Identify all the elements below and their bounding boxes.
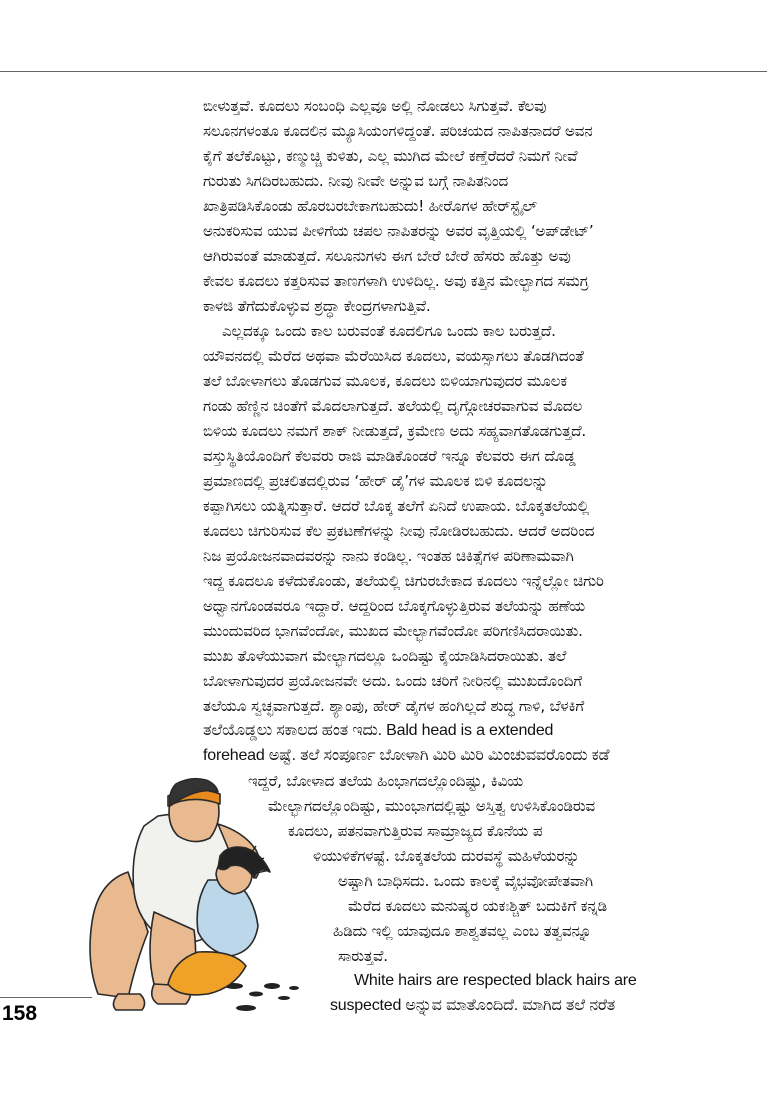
text-line: ಮೇಲ್ಭಾಗದಲ್ಲೊಂದಿಷ್ಟು, ಮುಂಭಾಗದಲ್ಲಿಷ್ಟು ಅಸ್ತಿತ್ವ ಉಳಿಸಿಕೊಂಡಿರುವ [268,797,596,815]
text-line: ಕೂದಲು ಚಿಗುರಿಸುವ ಕೆಲ ಪ್ರಕಟಣೆಗಳನ್ನು ನೀವು ನೋಡಿರಬಹುದು. ಆದರೆ ಅದರಿಂದ [203,522,595,540]
text-line: ಕಾಳಜಿ ತೆಗೆದುಕೊಳ್ಳುವ ಶ್ರದ್ಧಾ ಕೇಂದ್ರಗಳಾಗುತ್ತಿವೆ. [203,297,431,315]
text-line: ಎಲ್ಲದಕ್ಕೂ ಒಂದು ಕಾಲ ಬರುವಂತೆ ಕೂದಲಿಗೂ ಒಂದು ಕಾಲ ಬರುತ್ತದೆ. [222,322,556,340]
hair-clippings-icon [225,983,299,1011]
text-line: ಇದ್ದರೆ, ಬೋಳಾದ ತಲೆಯ ಹಿಂಭಾಗದಲ್ಲೊಂದಿಷ್ಟು, ಕಿವಿಯ [248,772,524,790]
barber-cutting-hair-illustration [58,762,320,1020]
text-line: ಗಂಡು ಹೆಣ್ಣಿನ ಚಿಂತೆಗೆ ಮೊದಲಾಗುತ್ತದೆ. ತಲೆಯಲ್ಲಿ ದೃಗ್ಗೋಚರವಾಗುವ ಮೊದಲ [203,397,583,415]
text-line: ಮೆರೆದ ಕೂದಲು ಮನುಷ್ಯರ ಯಕಃಶ್ಚಿತ್ ಬದುಕಿಗೆ ಕನ್ನಡಿ [348,897,608,915]
text-line: ಆಗಿರುವಂತೆ ಮಾಡುತ್ತದೆ. ಸಲೂನುಗಳು ಈಗ ಬೇರೆ ಬೇರೆ ಹೆಸರು ಹೊತ್ತು ಅವು [203,247,571,265]
text-line: ಕೂದಲು, ಪತನವಾಗುತ್ತಿರುವ ಸಾಮ್ರಾಜ್ಯದ ಕೊನೆಯ ಪ [288,822,543,840]
text-line: ಸಾರುತ್ತವೆ. [338,947,388,965]
text-line: ಇದ್ದ ಕೂದಲೂ ಕಳೆದುಕೊಂಡು, ತಲೆಯಲ್ಲಿ ಚಿಗುರಬೇಕಾದ ಕೂದಲು ಇನ್ನೆಲ್ಲೋ ಚಿಗುರಿ [203,572,604,590]
text-line: ಗುರುತು ಸಿಗದಿರಬಹುದು. ನೀವು ನೀವೇ ಅನ್ನುವ ಬಗ್ಗೆ ನಾಪಿತನಿಂದ [203,172,509,190]
text-line: ಬೋಳಾಗುವುದರ ಪ್ರಯೋಜನವೇ ಅದು. ಒಂದು ಚರಿಗೆ ನೀರಿನಲ್ಲಿ ಮುಖದೊಂದಿಗೆ [203,672,582,690]
text-line: ಅಷ್ಟಾಗಿ ಬಾಧಿಸದು. ಒಂದು ಕಾಲಕ್ಕೆ ವೈಭವೋಪೇತವಾಗಿ [338,872,594,890]
text-line: ಹಿಡಿದು ಇಲ್ಲಿ ಯಾವುದೂ ಶಾಶ್ವತವಲ್ಲ ಎಂಬ ತತ್ವವನ್ನೂ [333,922,592,940]
page-number: 158 [2,1002,38,1025]
text-line: ಕೈಗೆ ತಲೆಕೊಟ್ಟು, ಕಣ್ಮುಚ್ಚಿ ಕುಳಿತು, ಎಲ್ಲ ಮುಗಿದ ಮೇಲೆ ಕಣ್ತೆರೆದರೆ ನಿಮಗೆ ನೀವೆ [203,147,578,165]
text-line: ಮುಂದುವರಿದ ಭಾಗವೆಂದೋ, ಮುಖದ ಮೇಲ್ಭಾಗವೆಂದೋ ಪರಿಗಣಿಸಿದರಾಯಿತು. [203,622,583,640]
text-line: White hairs are respected black hairs are [354,972,637,989]
text-line: ಅನುಕರಿಸುವ ಯುವ ಪೀಳಿಗೆಯ ಚಪಲ ನಾಪಿತರನ್ನು ಅವರ ವೃತ್ತಿಯಲ್ಲಿ ‘ಅಪ್‌ಡೇಟ್’ [203,222,594,240]
text-line: ವಸ್ತುಸ್ಥಿತಿಯೊಂದಿಗೆ ಕೆಲವರು ರಾಜಿ ಮಾಡಿಕೊಂಡರೆ ಇನ್ನೂ ಕೆಲವರು ಈಗ ದೊಡ್ಡ [203,447,576,465]
text-line: ಪ್ರಮಾಣದಲ್ಲಿ ಪ್ರಚಲಿತದಲ್ಲಿರುವ ‘ಹೇರ್ ಡೈ’ಗಳ ಮೂಲಕ ಬಿಳಿ ಕೂದಲನ್ನು [203,472,548,490]
text-line: suspected ಅನ್ನುವ ಮಾತೊಂದಿದೆ. ಮಾಗಿದ ತಲೆ ನರೆತ [330,997,616,1014]
text-line: ಯೌವನದಲ್ಲಿ ಮೆರೆದ ಅಥವಾ ಮೆರೆಯಿಸಿದ ಕೂದಲು, ವಯಸ್ಸಾಗಲು ತೊಡಗಿದಂತೆ [203,347,584,365]
text-line: ಬೀಳುತ್ತವೆ. ಕೂದಲು ಸಂಬಂಧಿ ಎಲ್ಲವೂ ಅಲ್ಲಿ ನೋಡಲು ಸಿಗುತ್ತವೆ. ಕೆಲವು [203,97,547,115]
text-line: ತಲೆಯೂ ಸ್ವಚ್ಛವಾಗುತ್ತದೆ. ಶ್ಯಾಂಪು, ಹೇರ್ ಡೈಗಳ ಹಂಗಿಲ್ಲದೆ ಶುದ್ಧ ಗಾಳಿ, ಬೆಳಕಿಗೆ [203,697,584,715]
text-line: ಳಿಯುಳಿಕೆಗಳಷ್ಟೆ. ಬೊಕ್ಕತಲೆಯ ದುರವಸ್ಥೆ ಮಹಿಳೆಯರನ್ನು [313,847,580,865]
text-line: ಖಾತ್ರಿಪಡಿಸಿಕೊಂಡು ಹೊರಬರಬೇಕಾಗಬಹುದು! ಹೀರೊಗಳ ಹೇರ್‌ಸ್ಟೈಲ್ [203,197,537,215]
text-line: ಕಪ್ಪಾಗಿಸಲು ಯತ್ನಿಸುತ್ತಾರೆ. ಆದರೆ ಬೊಕ್ಕ ತಲೆಗೆ ಏನಿದೆ ಉಪಾಯ. ಬೊಕ್ಕತಲೆಯಲ್ಲಿ [203,497,589,515]
text-line: ನಿಜ ಪ್ರಯೋಜನವಾದವರನ್ನು ನಾನು ಕಂಡಿಲ್ಲ. ಇಂತಹ ಚಿಕಿತ್ಸೆಗಳ ಪರಿಣಾಮವಾಗಿ [203,547,574,565]
footer-rule [0,997,92,998]
text-line: ಅಧ್ವಾನಗೊಂಡವರೂ ಇದ್ದಾರೆ. ಆದ್ದರಿಂದ ಬೊಕ್ಕಗೊಳ್ಳುತ್ತಿರುವ ತಲೆಯನ್ನು ಹಣೆಯ [203,597,586,615]
text-line: ಬಿಳಿಯ ಕೂದಲು ನಮಗೆ ಶಾಕ್ ನೀಡುತ್ತದೆ, ಕ್ರಮೇಣ ಅದು ಸಹ್ಯವಾಗತೊಡಗುತ್ತದೆ. [203,422,586,440]
text-line: ಮುಖ ತೊಳೆಯುವಾಗ ಮೇಲ್ಭಾಗದಲ್ಲೂ ಒಂದಿಷ್ಟು ಕೈಯಾಡಿಸಿದರಾಯಿತು. ತಲೆ [203,647,567,665]
text-line: ತಲೆಯೊಡ್ಡಲು ಸಕಾಲದ ಹಂತ ಇದು. Bald head is a extended [203,722,554,739]
text-line: ಕೇವಲ ಕೂದಲು ಕತ್ತರಿಸುವ ತಾಣಗಳಾಗಿ ಉಳಿದಿಲ್ಲ. ಅವು ಕತ್ತಿನ ಮೇಲ್ಭಾಗದ ಸಮಗ್ರ [203,272,589,290]
text-line: ತಲೆ ಬೋಳಾಗಲು ತೊಡಗುವ ಮೂಲಕ, ಕೂದಲು ಬಿಳಿಯಾಗುವುದರ ಮೂಲಕ [203,372,568,390]
text-line: forehead ಅಷ್ಟೆ. ತಲೆ ಸಂಪೂರ್ಣ ಬೋಳಾಗಿ ಮಿರಿ ಮಿರಿ ಮಿಂಚುವವರೊಂದು ಕಡೆ [203,747,610,764]
text-line: ಸಲೂನಗಳಂತೂ ಕೂದಲಿನ ಮ್ಯೂಸಿಯಂಗಳಿದ್ದಂತೆ. ಪರಿಚಯದ ನಾಪಿತನಾದರೆ ಅವನ [203,122,593,140]
